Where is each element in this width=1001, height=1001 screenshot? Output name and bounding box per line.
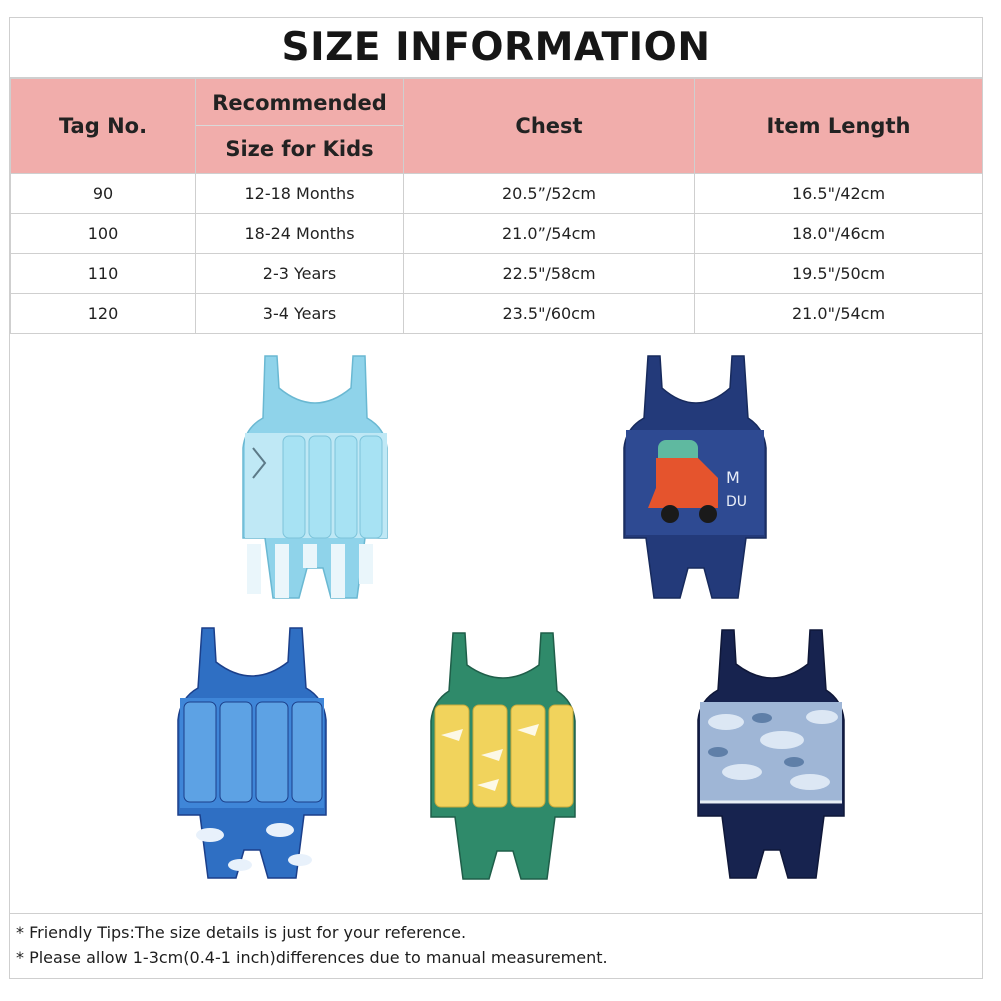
navy-camo-float-suit bbox=[682, 622, 862, 884]
size-table bbox=[10, 78, 983, 334]
cell-size: 18-24 Months bbox=[196, 214, 404, 254]
header-chest: Chest bbox=[404, 79, 695, 174]
tip-line-2: * Please allow 1-3cm(0.4-1 inch)differences due to manual measurement. bbox=[16, 948, 608, 967]
header-recommended-bottom: Size for Kids bbox=[225, 136, 374, 161]
cell-chest: 22.5"/58cm bbox=[404, 254, 695, 294]
product-photos bbox=[10, 330, 982, 926]
cell-tag: 120 bbox=[11, 294, 196, 334]
size-chart-sheet bbox=[9, 17, 983, 979]
header-tag-no: Tag No. bbox=[11, 79, 196, 174]
cell-chest: 23.5"/60cm bbox=[404, 294, 695, 334]
cell-tag: 90 bbox=[11, 174, 196, 214]
cell-size: 12-18 Months bbox=[196, 174, 404, 214]
table-header-row bbox=[11, 79, 983, 174]
cell-tag: 110 bbox=[11, 254, 196, 294]
table-row bbox=[11, 174, 983, 214]
cell-length: 18.0"/46cm bbox=[695, 214, 983, 254]
cell-size: 3-4 Years bbox=[196, 294, 404, 334]
green-yellow-shark-float-suit bbox=[415, 625, 590, 885]
cell-tag: 100 bbox=[11, 214, 196, 254]
table-row bbox=[11, 294, 983, 334]
blue-shark-float-suit bbox=[160, 620, 345, 885]
cell-size: 2-3 Years bbox=[196, 254, 404, 294]
header-recommended-top: Recommended bbox=[196, 81, 403, 126]
navy-truck-float-suit bbox=[608, 348, 783, 603]
header-recommended-size bbox=[196, 79, 404, 174]
svg-text:M: M bbox=[726, 468, 740, 487]
friendly-tips bbox=[10, 913, 982, 979]
cell-length: 19.5"/50cm bbox=[695, 254, 983, 294]
page-title: SIZE INFORMATION bbox=[10, 18, 982, 78]
light-blue-striped-float-suit bbox=[225, 348, 405, 603]
table-row bbox=[11, 254, 983, 294]
cell-length: 21.0"/54cm bbox=[695, 294, 983, 334]
cell-length: 16.5"/42cm bbox=[695, 174, 983, 214]
tip-line-1: * Friendly Tips:The size details is just for your reference. bbox=[16, 923, 467, 942]
svg-text:DU: DU bbox=[726, 494, 748, 510]
table-row bbox=[11, 214, 983, 254]
cell-chest: 20.5”/52cm bbox=[404, 174, 695, 214]
header-item-length: Item Length bbox=[695, 79, 983, 174]
cell-chest: 21.0”/54cm bbox=[404, 214, 695, 254]
